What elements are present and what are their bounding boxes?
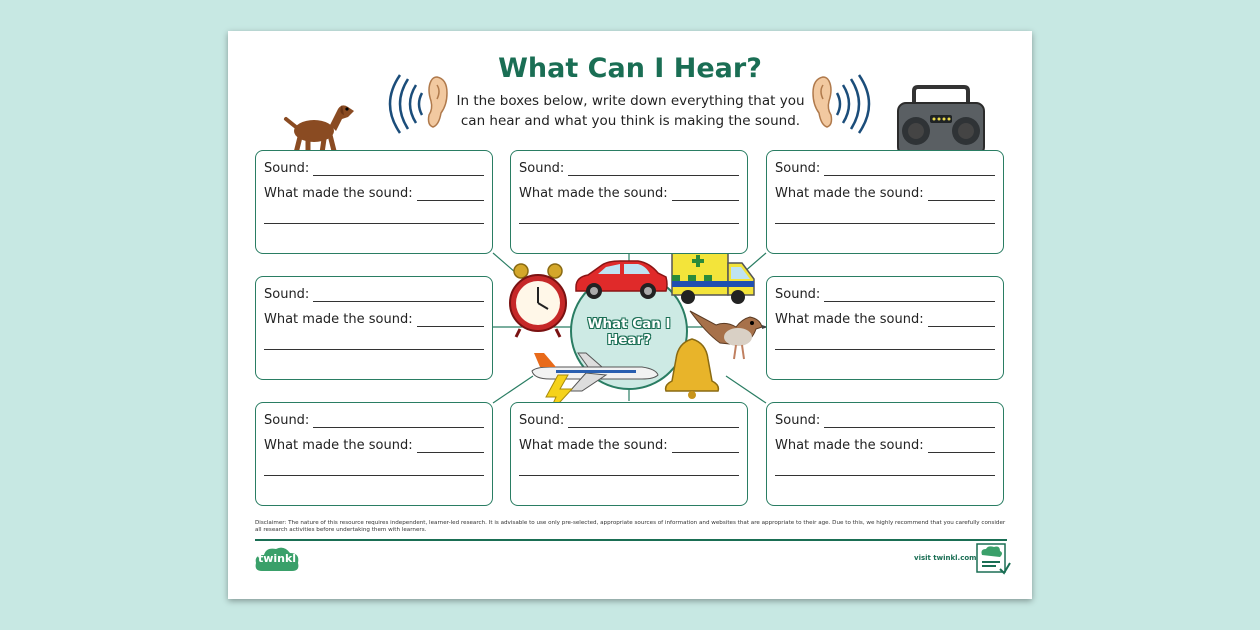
sound-label: Sound: xyxy=(264,413,310,428)
sound-label: Sound: xyxy=(264,161,310,176)
sound-label: Sound: xyxy=(519,161,565,176)
answer-box-4 xyxy=(255,276,493,380)
sound-answer-line[interactable] xyxy=(313,415,484,428)
what-made-answer-line[interactable] xyxy=(672,440,739,453)
what-made-answer-line[interactable] xyxy=(672,188,739,201)
what-made-label: What made the sound: xyxy=(519,438,668,453)
sound-answer-line[interactable] xyxy=(568,163,739,176)
what-made-label: What made the sound: xyxy=(519,186,668,201)
extra-answer-line[interactable] xyxy=(519,209,739,224)
what-made-label: What made the sound: xyxy=(775,438,924,453)
badge-icon xyxy=(976,543,1008,575)
visit-link[interactable]: visit twinkl.com xyxy=(914,554,977,562)
extra-answer-line[interactable] xyxy=(264,461,484,476)
answer-box-5 xyxy=(766,276,1004,380)
what-made-label: What made the sound: xyxy=(264,438,413,453)
bell-icon xyxy=(662,337,722,399)
sound-answer-line[interactable] xyxy=(824,289,995,302)
sound-label: Sound: xyxy=(775,287,821,302)
answer-box-1 xyxy=(255,150,493,254)
extra-answer-line[interactable] xyxy=(519,461,739,476)
what-made-answer-line[interactable] xyxy=(928,188,995,201)
worksheet xyxy=(228,31,1032,599)
car-icon xyxy=(572,257,670,303)
sound-label: Sound: xyxy=(519,413,565,428)
alarm-clock-icon xyxy=(508,263,568,339)
sound-answer-line[interactable] xyxy=(824,415,995,428)
sound-answer-line[interactable] xyxy=(824,163,995,176)
twinkl-logo xyxy=(254,545,300,573)
ambulance-icon xyxy=(668,245,758,307)
answer-box-7 xyxy=(510,402,748,506)
extra-answer-line[interactable] xyxy=(775,209,995,224)
instructions-text: In the boxes below, write down everything that you can hear and what you think is making the sound. xyxy=(456,93,805,129)
answer-box-3 xyxy=(766,150,1004,254)
sound-answer-line[interactable] xyxy=(568,415,739,428)
what-made-answer-line[interactable] xyxy=(417,188,484,201)
answer-box-2 xyxy=(510,150,748,254)
what-made-label: What made the sound: xyxy=(775,186,924,201)
answer-box-8 xyxy=(766,402,1004,506)
sound-answer-line[interactable] xyxy=(313,289,484,302)
extra-answer-line[interactable] xyxy=(775,335,995,350)
what-made-label: What made the sound: xyxy=(264,312,413,327)
what-made-answer-line[interactable] xyxy=(417,314,484,327)
what-made-label: What made the sound: xyxy=(264,186,413,201)
sound-label: Sound: xyxy=(264,287,310,302)
disclaimer-text: Disclaimer: The nature of this resource requires independent, learner-led research. It is advisable to use only pre-selected, appropriate sources of information and websites that are appropriate to their age. Due to this, we highly recommend that you carefully consider all research activities before undertaking them with learners. xyxy=(255,520,1006,533)
sound-label: Sound: xyxy=(775,161,821,176)
what-made-answer-line[interactable] xyxy=(417,440,484,453)
extra-answer-line[interactable] xyxy=(264,335,484,350)
what-made-answer-line[interactable] xyxy=(928,440,995,453)
extra-answer-line[interactable] xyxy=(775,461,995,476)
worksheet-title: What Can I Hear? xyxy=(498,53,762,84)
sound-label: Sound: xyxy=(775,413,821,428)
sound-answer-line[interactable] xyxy=(313,163,484,176)
logo-text: twinkl xyxy=(257,552,297,565)
center-label: What Can I Hear? xyxy=(587,316,671,348)
what-made-label: What made the sound: xyxy=(775,312,924,327)
extra-answer-line[interactable] xyxy=(264,209,484,224)
answer-box-6 xyxy=(255,402,493,506)
footer-divider xyxy=(255,539,1007,541)
what-made-answer-line[interactable] xyxy=(928,314,995,327)
